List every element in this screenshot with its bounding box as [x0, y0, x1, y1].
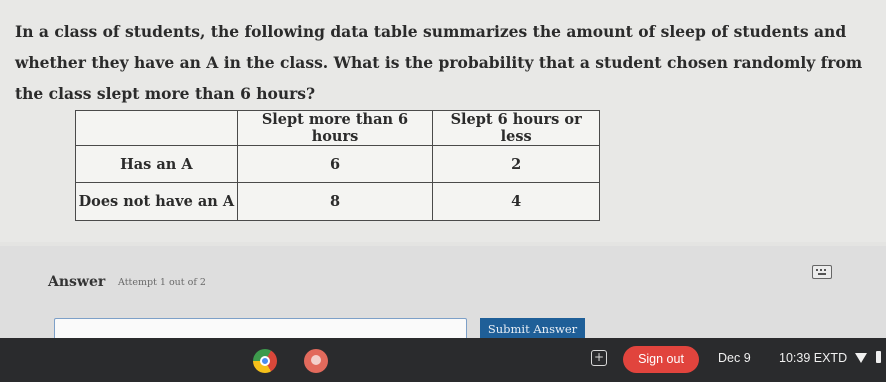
table-row — [76, 183, 600, 221]
keyboard-icon[interactable] — [812, 265, 832, 279]
wifi-icon[interactable] — [855, 353, 867, 363]
attempt-counter: Attempt 1 out of 2 — [118, 277, 206, 288]
table-cell: 6 — [237, 146, 433, 183]
table-cell: 4 — [433, 183, 600, 221]
question-text: In a class of students, the following data table summarizes the amount of sleep of students and whether they have an A in the class. What is the probability that a student chosen randomly from the class slept more than 6 hours? — [15, 22, 863, 103]
data-table — [75, 110, 600, 221]
table-header-cell: Slept more than 6 hours — [237, 111, 433, 146]
table-header-cell — [76, 111, 238, 146]
date-display[interactable]: Dec 9 — [718, 351, 751, 365]
table-header-row — [76, 111, 600, 146]
table-header-cell: Slept 6 hours or less — [433, 111, 600, 146]
sign-out-button[interactable]: Sign out — [623, 346, 699, 373]
chrome-icon[interactable] — [253, 349, 277, 373]
answer-label: Answer — [48, 274, 106, 290]
table-cell: 2 — [433, 146, 600, 183]
table-row — [76, 146, 600, 183]
submit-answer-button[interactable]: Submit Answer — [480, 318, 585, 340]
answer-area — [0, 246, 886, 344]
row-label: Does not have an A — [76, 183, 238, 221]
screen-capture-icon[interactable]: + — [591, 350, 607, 366]
taskbar — [0, 338, 886, 382]
table-cell: 8 — [237, 183, 433, 221]
app-icon[interactable] — [304, 349, 328, 373]
row-label: Has an A — [76, 146, 238, 183]
battery-icon[interactable] — [876, 351, 881, 363]
clock[interactable]: 10:39 EXTD — [779, 351, 848, 365]
